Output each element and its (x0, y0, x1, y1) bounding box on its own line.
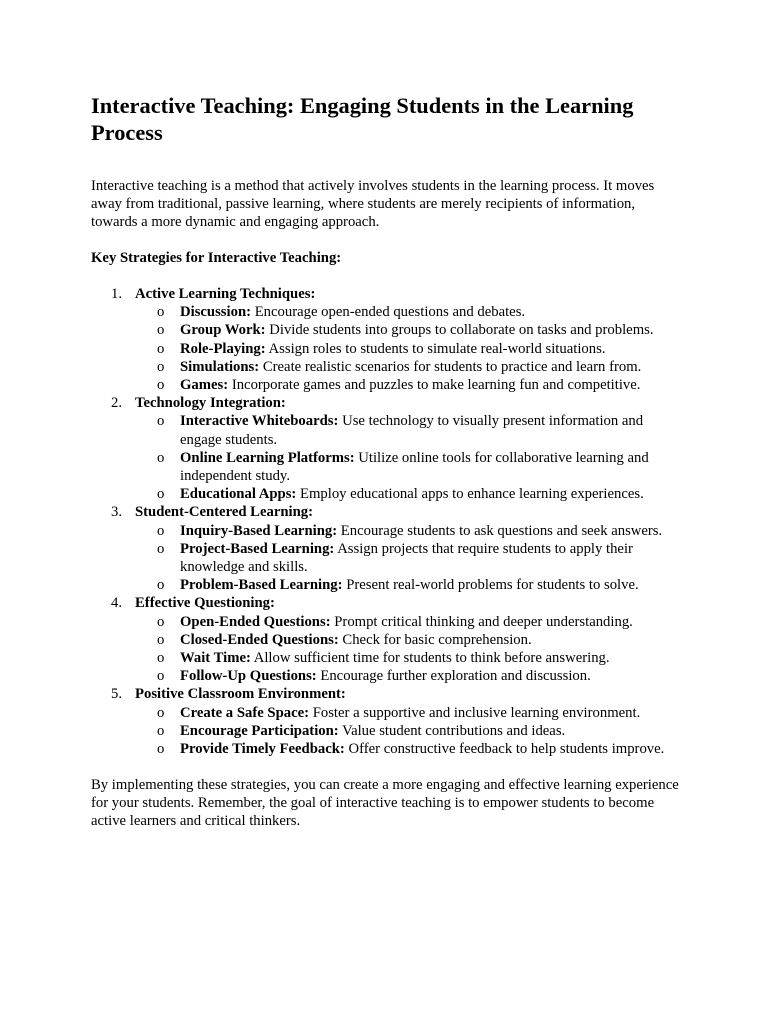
strategy-item (91, 594, 680, 685)
subitem-term: Group Work: (180, 322, 266, 339)
subitem-term: Encourage Participation: (180, 722, 339, 739)
hollow-bullet-icon: o (157, 304, 165, 321)
subitem-description: Offer constructive feedback to help students improve. (344, 741, 665, 758)
strategies-list (91, 285, 680, 758)
subitem-description: Assign projects that require students to apply their knowledge and skills. (180, 540, 633, 576)
hollow-bullet-icon: o (157, 413, 165, 430)
subitem-term: Role-Playing: (180, 340, 266, 357)
subitem-description: Divide students into groups to collaborate on tasks and problems. (265, 322, 654, 339)
strategy-title: Active Learning Techniques: (135, 286, 316, 302)
subitem-description: Incorporate games and puzzles to make learning fun and competitive. (228, 377, 641, 394)
closing-paragraph: By implementing these strategies, you can create a more engaging and effective learning experience for your students. Remember, the goal of interactive teaching is to empower students to become active learners and critical thinkers. (91, 777, 679, 830)
subitem-description: Encourage open-ended questions and debates. (251, 304, 526, 321)
strategy-item (91, 285, 680, 394)
strategy-title: Student-Centered Learning: (135, 504, 314, 521)
strategy-number: 1. (111, 286, 123, 302)
subitem-description: Create realistic scenarios for students to practice and learn from. (259, 358, 642, 375)
hollow-bullet-icon: o (157, 722, 165, 739)
strategy-number: 3. (111, 504, 123, 521)
strategy-title: Effective Questioning: (135, 595, 275, 612)
strategy-subitem (135, 376, 680, 394)
strategy-subitem (135, 613, 680, 631)
subitem-term: Educational Apps: (180, 486, 297, 503)
subitem-term: Closed-Ended Questions: (180, 631, 339, 648)
strategy-number: 4. (111, 595, 123, 612)
strategy-subitem (135, 740, 680, 758)
hollow-bullet-icon: o (157, 631, 165, 648)
intro-paragraph: Interactive teaching is a method that actively involves students in the learning process. It moves away from traditional, passive learning, where students are merely recipients of information, towards a more dynamic and engaging approach. (91, 178, 655, 230)
strategy-subitem (135, 358, 680, 376)
subitem-term: Project-Based Learning: (180, 540, 335, 557)
hollow-bullet-icon: o (157, 322, 165, 339)
subitem-description: Check for basic comprehension. (338, 631, 532, 648)
subitem-term: Games: (180, 377, 229, 394)
hollow-bullet-icon: o (157, 577, 165, 594)
hollow-bullet-icon: o (157, 358, 165, 375)
strategy-subitem (135, 485, 680, 503)
subitem-term: Discussion: (180, 304, 252, 321)
subitem-description: Encourage further exploration and discussion. (316, 668, 591, 685)
strategy-item (91, 503, 680, 594)
hollow-bullet-icon: o (157, 486, 165, 503)
strategy-subitem (135, 667, 680, 685)
strategy-subitem (135, 722, 680, 740)
subitem-term: Wait Time: (180, 650, 251, 667)
strategy-subitem (135, 449, 680, 485)
strategy-subitem (135, 540, 680, 576)
strategy-number: 2. (111, 395, 123, 412)
strategy-subitem (135, 576, 680, 594)
subitem-description: Allow sufficient time for students to think before answering. (250, 650, 610, 667)
subitem-term: Provide Timely Feedback: (180, 741, 345, 758)
strategy-number: 5. (111, 686, 123, 703)
subitem-term: Interactive Whiteboards: (180, 413, 339, 430)
subitem-description: Present real-world problems for students to solve. (342, 577, 639, 594)
key-strategies-heading: Key Strategies for Interactive Teaching: (91, 250, 342, 266)
hollow-bullet-icon: o (157, 613, 165, 630)
strategy-subitems (135, 522, 680, 595)
hollow-bullet-icon: o (157, 704, 165, 721)
subitem-term: Simulations: (180, 358, 260, 375)
subitem-term: Online Learning Platforms: (180, 449, 355, 466)
subitem-description: Value student contributions and ideas. (338, 722, 566, 739)
subitem-description: Encourage students to ask questions and seek answers. (337, 522, 663, 539)
subitem-term: Create a Safe Space: (180, 704, 310, 721)
subitem-description: Use technology to visually present information and engage students. (180, 413, 644, 448)
hollow-bullet-icon: o (157, 668, 165, 685)
strategy-item (91, 394, 680, 503)
strategy-title: Positive Classroom Environment: (135, 686, 346, 703)
strategy-subitem (135, 303, 680, 321)
subitem-description: Foster a supportive and inclusive learning environment. (309, 704, 641, 721)
strategy-subitems (135, 613, 680, 686)
document-title: Interactive Teaching: Engaging Students in the Learning Process (91, 93, 634, 145)
subitem-term: Open-Ended Questions: (180, 613, 331, 630)
strategy-subitem (135, 522, 680, 540)
subitem-description: Prompt critical thinking and deeper understanding. (330, 613, 633, 630)
strategy-subitem (135, 412, 680, 448)
hollow-bullet-icon: o (157, 377, 165, 394)
strategy-subitem (135, 631, 680, 649)
subitem-description: Assign roles to students to simulate real-world situations. (265, 340, 606, 357)
hollow-bullet-icon: o (157, 650, 165, 667)
strategy-subitem (135, 649, 680, 667)
subitem-description: Employ educational apps to enhance learning experiences. (296, 486, 644, 503)
strategy-item (91, 685, 680, 758)
strategy-subitems (135, 303, 680, 394)
hollow-bullet-icon: o (157, 522, 165, 539)
hollow-bullet-icon: o (157, 540, 165, 557)
hollow-bullet-icon: o (157, 340, 165, 357)
strategy-subitem (135, 704, 680, 722)
strategy-title: Technology Integration: (135, 395, 286, 412)
subitem-term: Inquiry-Based Learning: (180, 522, 338, 539)
hollow-bullet-icon: o (157, 449, 165, 466)
subitem-term: Problem-Based Learning: (180, 577, 343, 594)
strategy-subitem (135, 340, 680, 358)
subitem-term: Follow-Up Questions: (180, 668, 317, 685)
strategy-subitems (135, 412, 680, 503)
strategy-subitem (135, 321, 680, 339)
hollow-bullet-icon: o (157, 741, 165, 758)
strategy-subitems (135, 704, 680, 759)
subitem-description: Utilize online tools for collaborative learning and independent study. (180, 449, 649, 485)
